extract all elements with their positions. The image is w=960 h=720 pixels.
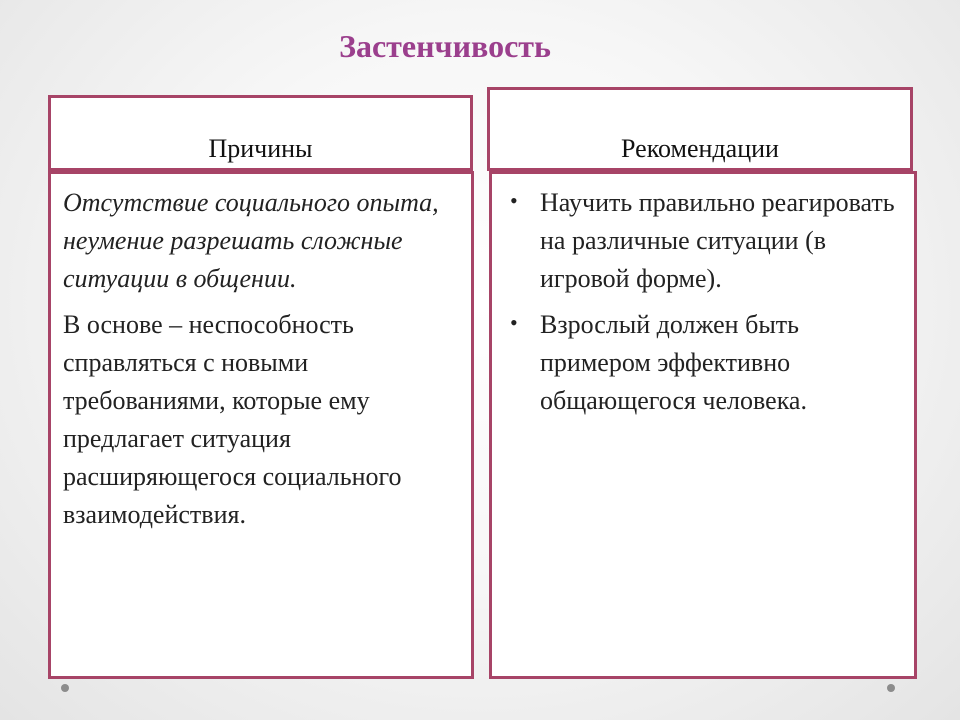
- recommendations-header-box: [487, 87, 913, 171]
- causes-paragraph-regular: В основе – неспособность справляться с новыми требованиями, которые ему предлагает ситуация расширяющегося социального взаимодействия.: [63, 310, 402, 529]
- recommendations-content-box: [489, 171, 917, 679]
- decorative-dot-left: [61, 684, 69, 692]
- causes-header-label: Причины: [208, 134, 313, 163]
- decorative-dot-right: [887, 684, 895, 692]
- slide-title: Застенчивость: [339, 28, 551, 64]
- recommendations-list: [504, 184, 902, 420]
- recommendation-item-2: [504, 306, 902, 420]
- recommendation-item-1: [504, 184, 902, 298]
- bullet-icon: •: [510, 188, 518, 213]
- recommendation-text-1: Научить правильно реагировать на различные ситуации (в игровой форме).: [540, 188, 895, 293]
- causes-content-box: [48, 171, 474, 679]
- causes-header-box: [48, 95, 473, 171]
- bullet-icon: •: [510, 310, 518, 335]
- causes-paragraph-italic: Отсутствие социального опыта, неумение разрешать сложные ситуации в общении.: [63, 188, 439, 293]
- recommendations-header-label: Рекомендации: [621, 134, 779, 163]
- recommendation-text-2: Взрослый должен быть примером эффективно общающегося человека.: [540, 310, 807, 415]
